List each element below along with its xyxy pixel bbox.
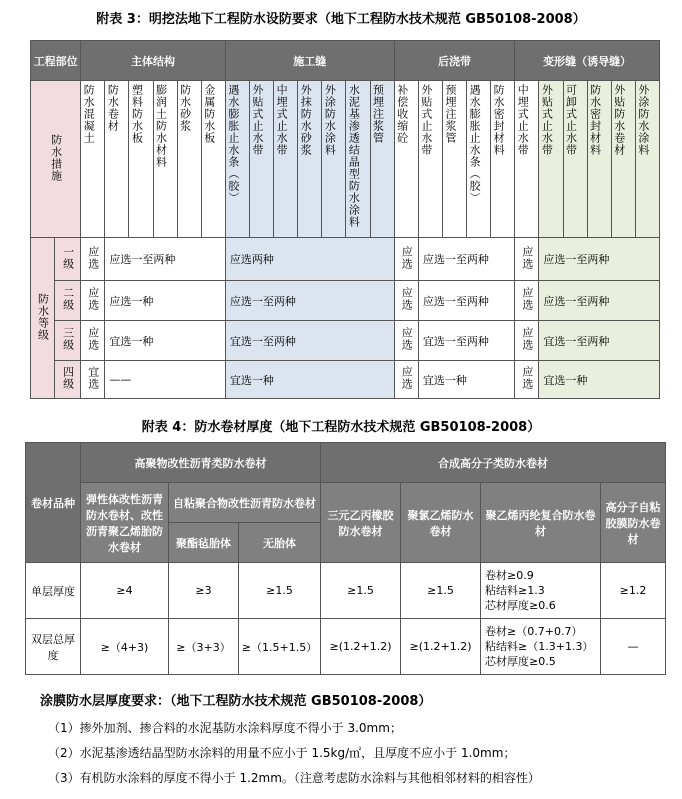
grade-name: 四级 [61, 366, 75, 390]
grade-cell: 应选 [520, 287, 534, 311]
grade-cell: 应选 [400, 245, 414, 270]
note-item: （1）掺外加剂、掺合料的水泥基防水涂料厚度不得小于 3.0mm； [48, 721, 402, 735]
value-cell: ≥1.2 [601, 563, 666, 619]
grade-cell: 应选 [86, 287, 100, 311]
grade-name: 二级 [61, 287, 75, 311]
table-row [26, 619, 666, 675]
grade-cell: 宜选一种 [418, 361, 514, 399]
grade-cell: 应选一至两种 [418, 281, 514, 321]
measure-name: 遇水膨胀止水条（胶） [468, 84, 482, 204]
grade-cell: 应选 [86, 327, 100, 351]
measure-name: 外贴式止水带 [250, 84, 264, 156]
grade-cell: 宜选一至两种 [418, 321, 514, 361]
value-cell: ≥1.5 [321, 563, 401, 619]
value-cell: ≥(1.2+1.2) [321, 619, 401, 675]
value-cell: ≥4 [81, 563, 169, 619]
measure-name: 金属防水板 [202, 84, 216, 144]
value-cell: ≥（4+3) [81, 619, 169, 675]
notes-title: 涂膜防水层厚度要求：（地下工程防水技术规范 GB50108-2008） [40, 694, 432, 709]
measure-name: 防水混凝土 [82, 84, 96, 144]
col-no-base: 无胎体 [239, 523, 321, 563]
measure-name: 预埋注浆管 [371, 84, 385, 144]
note-item: （2）水泥基渗透结晶型防水涂料的用量不应小于 1.5kg/㎡，且厚度不应小于 1.0mm； [48, 746, 516, 760]
grade-cell: 应选 [400, 287, 414, 311]
value-cell: ≥（3+3） [169, 619, 239, 675]
measure-name: 外涂防水涂料 [323, 84, 337, 156]
group-deformation-joint: 变形缝（诱导缝） [515, 41, 660, 81]
value-cell: ≥3 [169, 563, 239, 619]
table4-title: 附表 4：防水卷材厚度（地下工程防水技术规范 GB50108-2008） [141, 420, 541, 435]
grade-cell: 应选 [520, 327, 534, 351]
value-cell: ≥1.5 [239, 563, 321, 619]
col-pvc: 聚氯乙烯防水卷材 [401, 483, 481, 563]
table3-title: 附表 3：明挖法地下工程防水设防要求（地下工程防水技术规范 GB50108-2008） [96, 12, 586, 27]
grade-cell: 应选 [520, 245, 534, 270]
grade-cell: 宜选一至两种 [539, 321, 660, 361]
measure-name: 防水卷材 [106, 84, 120, 132]
grade-cell: 应选一至两种 [539, 281, 660, 321]
measures-label: 防水措施 [49, 133, 63, 182]
grade-cell: 应选 [400, 366, 414, 390]
table-row [26, 563, 666, 619]
measure-name: 可卸式止水带 [564, 84, 578, 156]
grade-label: 防水等级 [36, 292, 50, 341]
measure-name: 外贴防水卷材 [612, 84, 626, 156]
measure-name: 防水砂浆 [178, 84, 192, 132]
col-sbs: 弹性体改性沥青防水卷材、改性沥青聚乙烯胎防水卷材 [81, 483, 169, 563]
measure-name: 塑料防水板 [130, 84, 144, 144]
grade-cell: 宜选一种 [105, 321, 226, 361]
grade-name: 一级 [61, 245, 75, 270]
grade-cell: 应选 [86, 245, 100, 270]
value-cell: 卷材≥0.9 粘结料≥1.3 芯材厚度≥0.6 [481, 563, 601, 619]
group-bitumen: 高聚物改性沥青类防水卷材 [81, 443, 321, 483]
measure-name: 膨润土防水材料 [154, 84, 168, 168]
grade-row [31, 281, 660, 321]
value-cell: 卷材≥（0.7+0.7） 粘结料≥（1.3+1.3） 芯材厚度≥0.5 [481, 619, 601, 675]
measure-name: 外贴式止水带 [419, 84, 433, 156]
grade-cell: 应选一至两种 [225, 281, 394, 321]
grade-cell: 应选两种 [225, 238, 394, 281]
col-pe-polypropylene: 聚乙烯丙纶复合防水卷材 [481, 483, 601, 563]
row-label: 双层总厚度 [26, 619, 81, 675]
kind-header: 卷材品种 [26, 443, 81, 563]
col-polymer-self-adhesive: 高分子自粘胶膜防水卷材 [601, 483, 666, 563]
grade-cell: 应选一至两种 [418, 238, 514, 281]
measure-name: 水泥基渗透结晶型防水涂料 [347, 84, 361, 228]
col-self-adhesive: 自粘聚合物改性沥青防水卷材 [169, 483, 321, 523]
grade-cell: 应选一至两种 [105, 238, 226, 281]
measure-name: 补偿收缩砼 [395, 84, 409, 144]
grade-cell: 应选一种 [105, 281, 226, 321]
measure-name: 中埋式止水带 [275, 84, 289, 156]
measure-name: 外涂防水涂料 [636, 84, 650, 156]
group-post-pour-strip: 后浇带 [394, 41, 515, 81]
measure-name: 防水密封材料 [492, 84, 506, 156]
measure-name: 遇水膨胀止水条（胶） [226, 84, 240, 204]
measure-name: 中埋式止水带 [516, 84, 530, 156]
measures-label-cell [31, 81, 81, 238]
group-main-structure: 主体结构 [81, 41, 226, 81]
value-cell: ≥1.5 [401, 563, 481, 619]
measure-name: 防水密封材料 [588, 84, 602, 156]
grade-cell: 应选 [520, 366, 534, 390]
col-epdm: 三元乙丙橡胶防水卷材 [321, 483, 401, 563]
grade-cell: 应选一至两种 [539, 238, 660, 281]
measure-name: 预埋注浆管 [443, 84, 457, 144]
grade-name: 三级 [61, 327, 75, 351]
value-cell: ≥(1.2+1.2) [401, 619, 481, 675]
measure-name: 外贴式止水带 [540, 84, 554, 156]
table4 [25, 442, 666, 675]
grade-cell: —— [105, 361, 226, 399]
grade-cell: 宜选一种 [225, 361, 394, 399]
grade-row [31, 321, 660, 361]
table3 [30, 40, 660, 399]
col-polyester-felt: 聚酯毡胎体 [169, 523, 239, 563]
table3-corner: 工程部位 [31, 41, 81, 81]
grade-row [31, 361, 660, 399]
grade-cell: 宜选一种 [539, 361, 660, 399]
grade-cell: 宜选 [86, 366, 100, 390]
grade-row [31, 238, 660, 281]
value-cell: — [601, 619, 666, 675]
value-cell: ≥（1.5+1.5） [239, 619, 321, 675]
note-item: （3）有机防水涂料的厚度不得小于 1.2mm。（注意考虑防水涂料与其他相邻材料的相容性） [48, 771, 540, 785]
group-construction-joint: 施工缝 [225, 41, 394, 81]
grade-cell: 应选 [400, 327, 414, 351]
measure-name: 外抹防水砂浆 [299, 84, 313, 156]
grade-cell: 宜选一至两种 [225, 321, 394, 361]
group-polymer: 合成高分子类防水卷材 [321, 443, 666, 483]
row-label: 单层厚度 [26, 563, 81, 619]
